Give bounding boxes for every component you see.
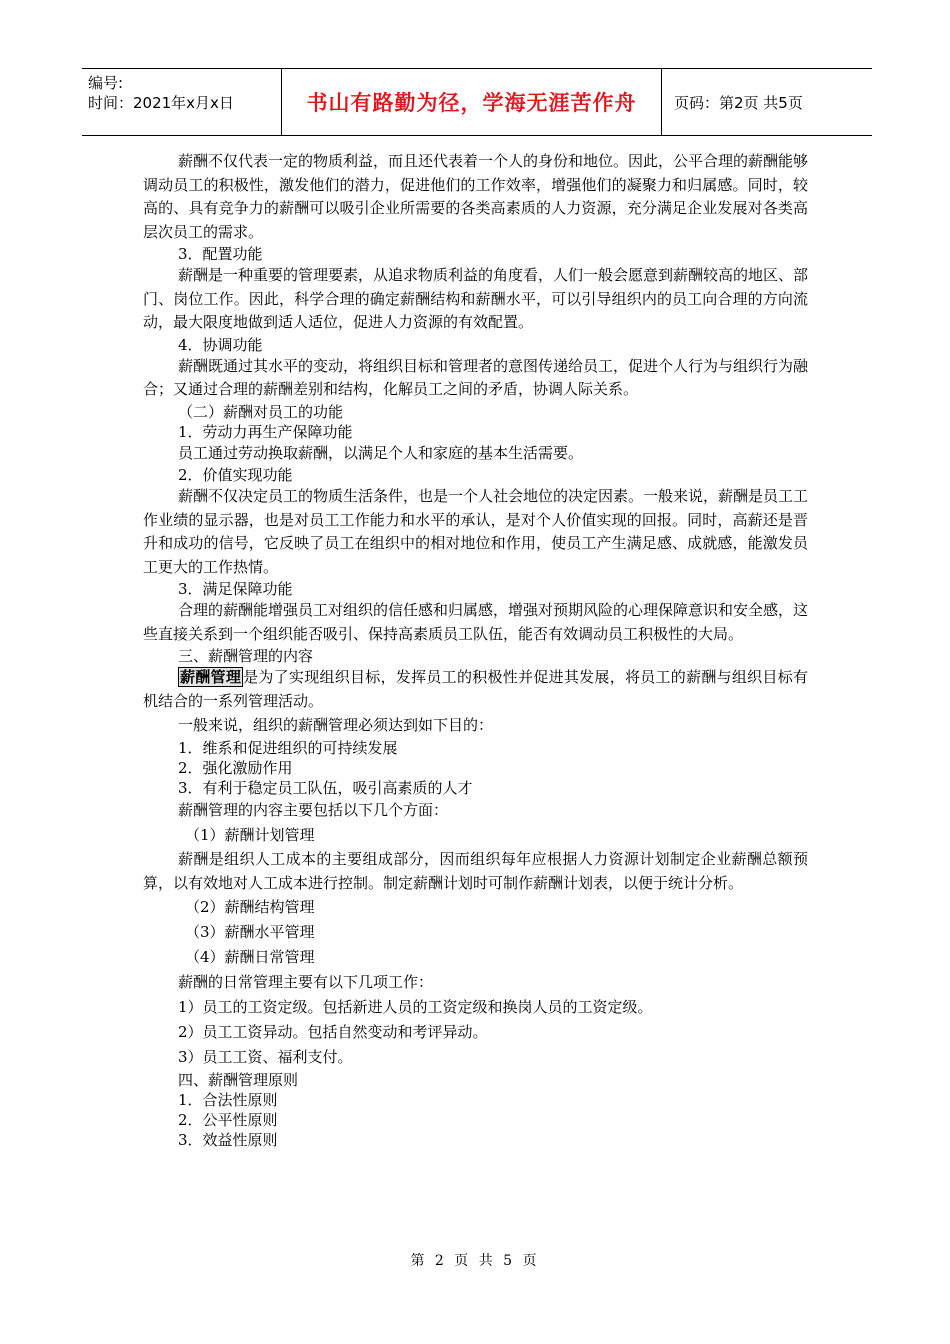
list-item: 3．有利于稳定员工队伍，吸引高素质的人才 [178,779,473,797]
page-info: 页码：第2页 共5页 [674,93,803,112]
header-motto-cell [282,69,662,135]
time-label: 时间：2021年x月x日 [88,94,234,112]
paragraph: 薪酬不仅代表一定的物质利益，而且还代表着一个人的身份和地位。因此，公平合理的薪酬能够调动员工的积极性，激发他们的潜力，促进他们的工作效率，增强他们的凝聚力和归属感。同时，较高的、具有竞争力的薪酬可以吸引企业所需要的各类高素质的人力资源，充分满足企业发展对各类高层次员工的需求。 [143,152,809,241]
subheading: 3．配置功能 [178,245,263,263]
subheading: 4．协调功能 [178,335,263,354]
list-item: 1．维系和促进组织的可持续发展 [178,739,398,757]
section-heading: （二）薪酬对员工的功能 [178,402,344,421]
section-heading: 三、薪酬管理的内容 [178,647,314,665]
list-item: 1．合法性原则 [178,1091,278,1109]
subheading: 1．劳动力再生产保障功能 [178,422,353,441]
list-item: 3．效益性原则 [178,1131,278,1149]
paragraph: 薪酬管理的内容主要包括以下几个方面： [178,801,449,819]
subheading: （1）薪酬计划管理 [185,826,315,844]
number-label: 编号: [88,74,124,92]
header-meta [82,69,282,135]
list-item: 2）员工工资异动。包括自然变动和考评异动。 [178,1023,488,1041]
list-item: 3）员工工资、福利支付。 [178,1048,353,1066]
subheading: 2．价值实现功能 [178,466,293,484]
paragraph: 一般来说，组织的薪酬管理必须达到如下目的： [178,716,494,734]
definition-text: 是为了实现组织目标，发挥员工的积极性并促进其发展，将员工的薪酬与组织目标有机结合的一系列管理活动。 [143,668,808,710]
highlighted-term: 薪酬管理 [180,668,242,686]
subheading: （4）薪酬日常管理 [185,948,315,966]
definition-paragraph [143,666,808,713]
paragraph: 薪酬不仅决定员工的物质生活条件，也是一个人社会地位的决定因素。一般来说，薪酬是员工工作业绩的显示器，也是对员工工作能力和水平的承认，是对个人价值实现的回报。同时，高薪还是晋升和成功的信号，它反映了员工在组织中的相对地位和作用，使员工产生满足感、成就感，能激发员工更大的工作热情。 [143,487,809,576]
subheading: （2）薪酬结构管理 [185,898,315,916]
paragraph: 合理的薪酬能增强员工对组织的信任感和归属感，增强对预期风险的心理保障意识和安全感，这些直接关系到一个组织能否吸引、保持高素质员工队伍，能否有效调动员工积极性的大局。 [143,601,809,643]
page-header [82,68,872,136]
paragraph: 薪酬是组织人工成本的主要组成部分，因而组织每年应根据人力资源计划制定企业薪酬总额预算，以有效地对人工成本进行控制。制定薪酬计划时可制作薪酬计划表，以便于统计分析。 [143,850,808,892]
subheading: （3）薪酬水平管理 [185,923,315,941]
subheading: 3．满足保障功能 [178,580,293,598]
list-item: 1）员工的工资定级。包括新进人员的工资定级和换岗人员的工资定级。 [178,998,653,1016]
list-item: 2．公平性原则 [178,1111,278,1129]
section-heading: 四、薪酬管理原则 [178,1071,299,1089]
paragraph: 薪酬是一种重要的管理要素，从追求物质利益的角度看，人们一般会愿意到薪酬较高的地区、部门、岗位工作。因此，科学合理的确定薪酬结构和薪酬水平，可以引导组织内的员工向合理的方向流动，最大限度地做到适人适位，促进人力资源的有效配置。 [143,266,809,331]
list-item: 2．强化激励作用 [178,759,293,777]
paragraph: 薪酬既通过其水平的变动，将组织目标和管理者的意图传递给员工，促进个人行为与组织行为融合；又通过合理的薪酬差别和结构，化解员工之间的矛盾，协调人际关系。 [143,356,809,398]
paragraph: 薪酬的日常管理主要有以下几项工作： [178,973,434,991]
motto-text: 书山有路勤为径，学海无涯苦作舟 [306,91,637,115]
document-body [143,150,808,1150]
page-footer: 第 2 页 共 5 页 [410,1253,540,1269]
paragraph: 员工通过劳动换取薪酬，以满足个人和家庭的基本生活需要。 [178,443,584,462]
